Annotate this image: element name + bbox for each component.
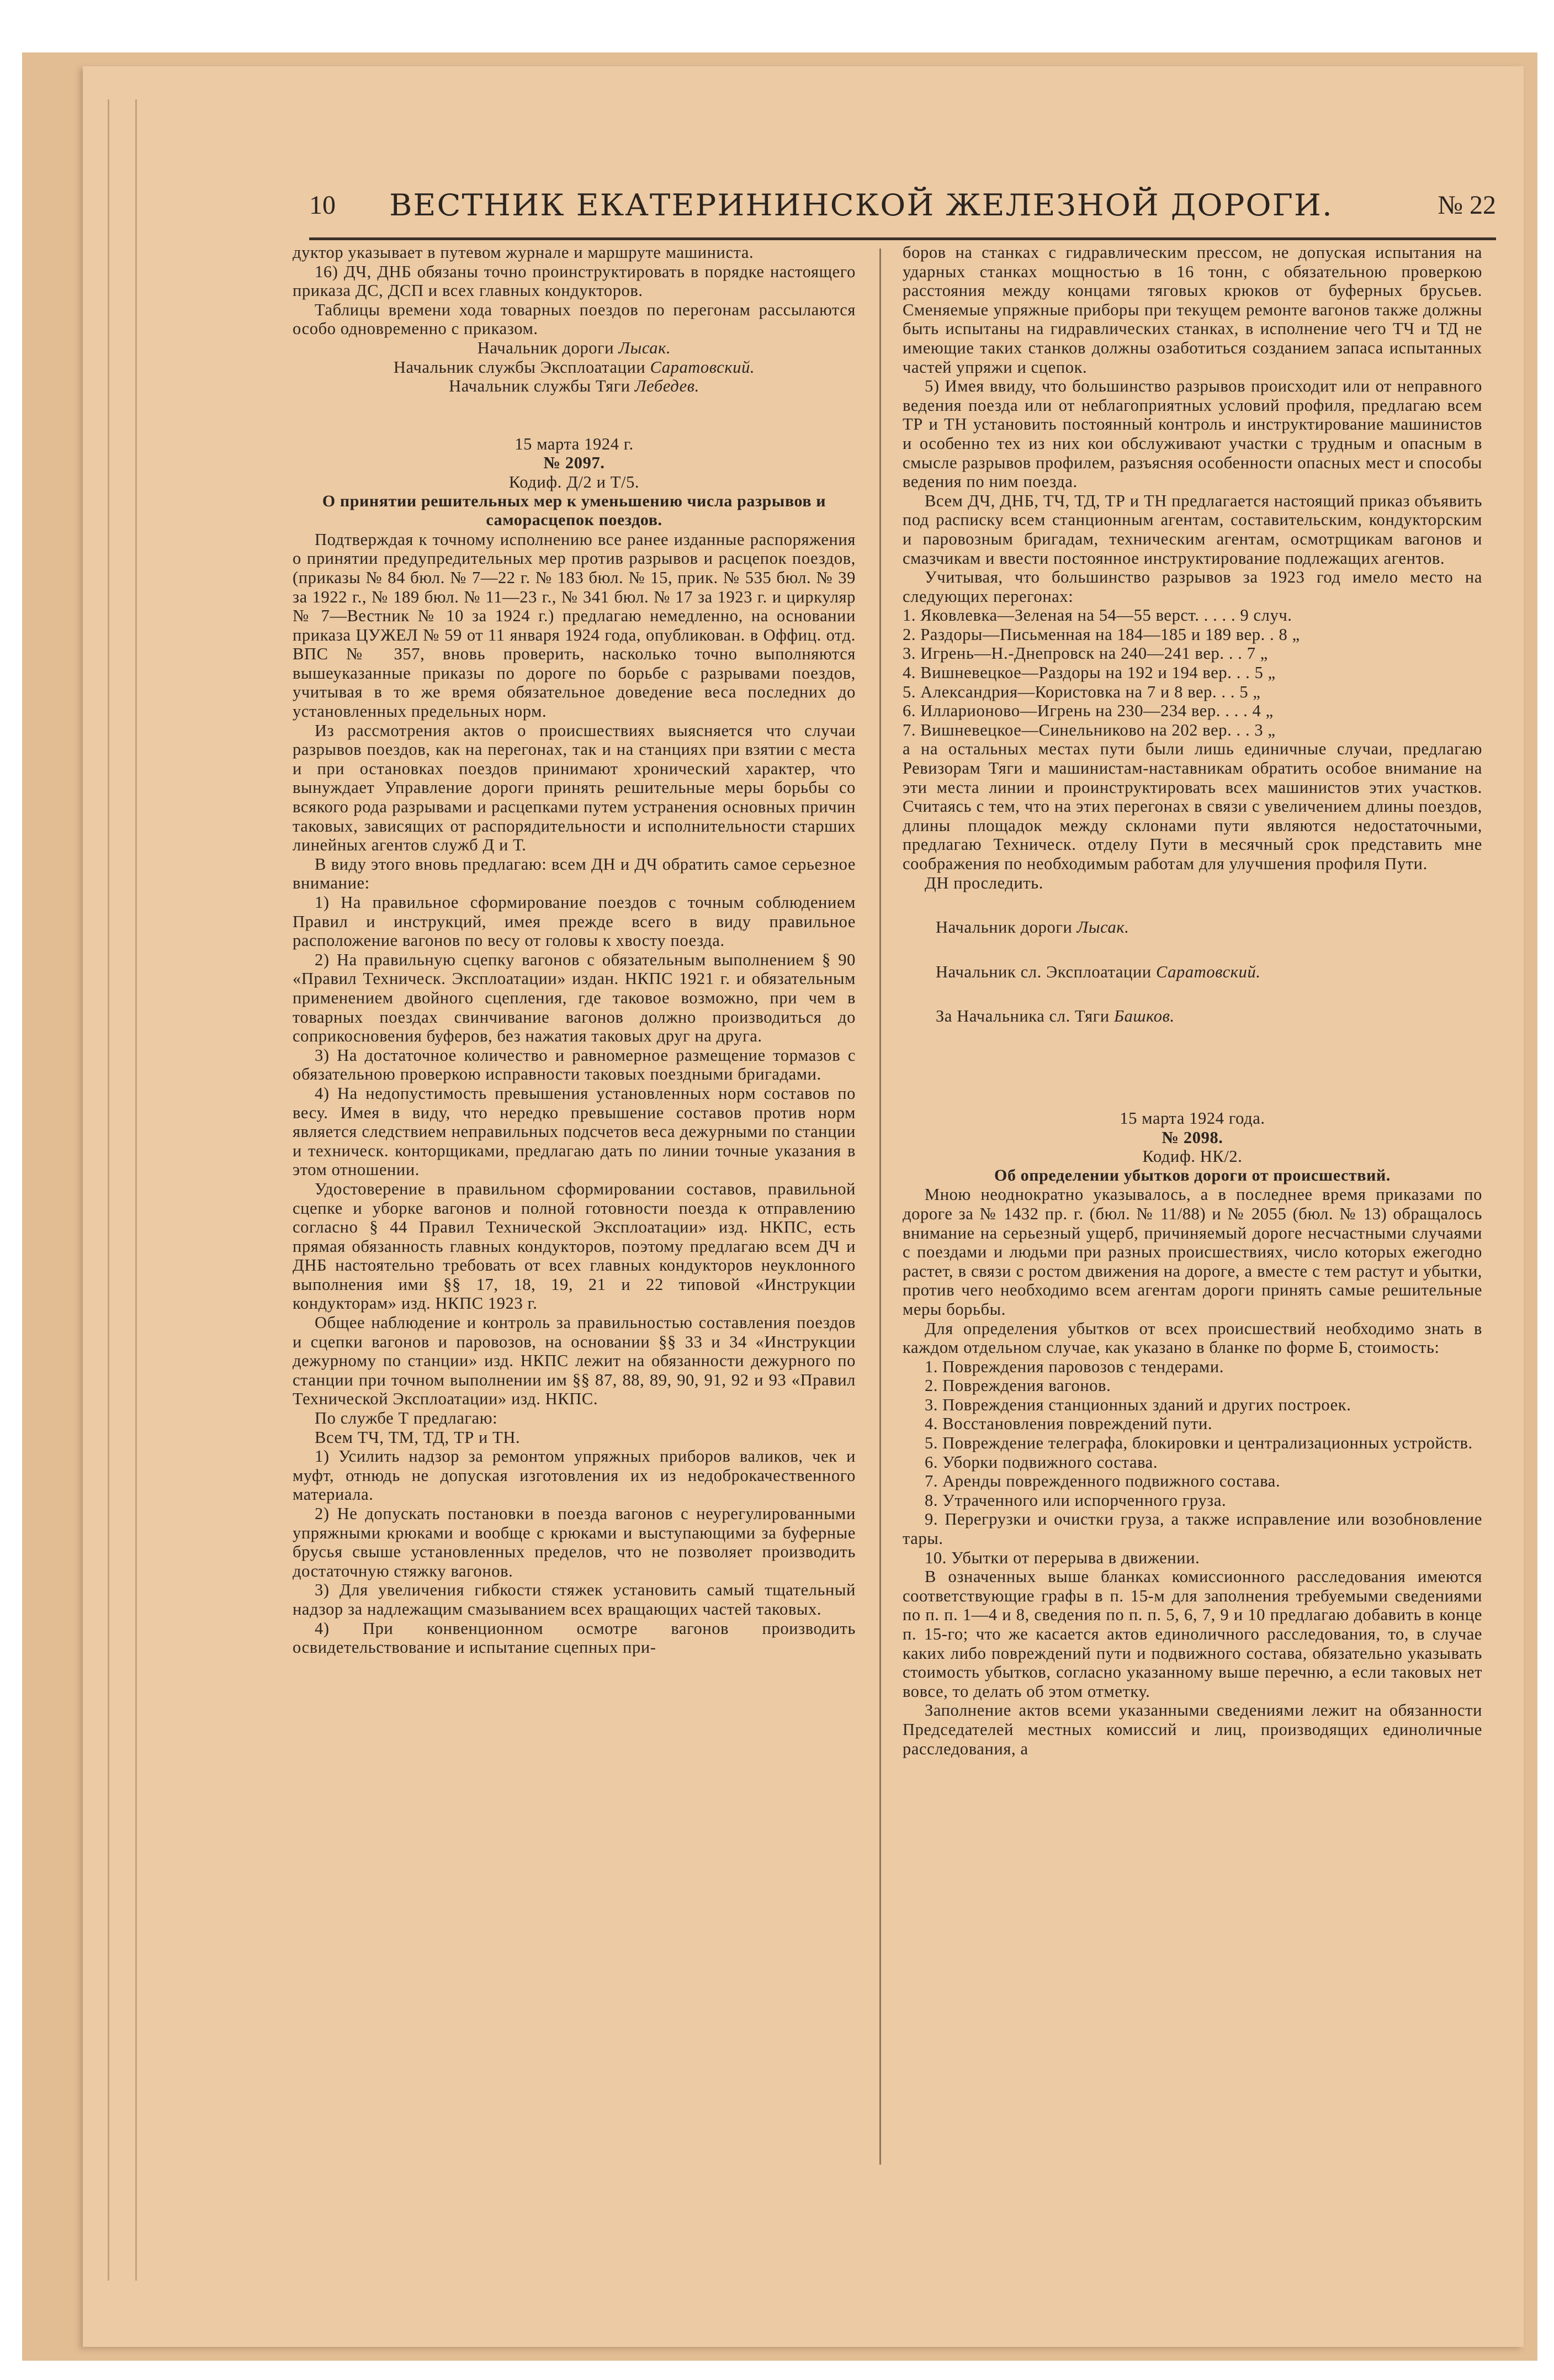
paragraph: В виду этого вновь предлагаю: всем ДН и ДЧ обратить самое серьезное внимание:: [293, 854, 856, 893]
paragraph: Удостоверение в правильном сформировании составов, правильной сцепке и уборке вагонов и полной готовности поезда к отправлению согласно § 44 Правил Технической Эксплоатации» изд. НКПС, есть прямая обязанность главных кондукторов, поэтому предлагаю всем ДЧ и ДНБ настоятельно требовать от всех главных кондукторов неуклонного выполнения ими §§ 17, 18, 19, 21 и 22 типовой «Инструкции кондукторам» изд. НКПС 1923 г.: [293, 1179, 856, 1313]
list-item: 8. Утраченного или испорченного груза.: [925, 1490, 1227, 1510]
list-item: 10. Убытки от перерыва в движении.: [925, 1548, 1200, 1567]
order-heading: О принятии решительных мер к уменьшению числа разрывов и саморасцепок поездов.: [322, 491, 826, 530]
signature: Начальник службы Эксплоатации Саратовский.: [393, 357, 755, 377]
paragraph: 3) На достаточное количество и равномерное размещение тормазов с обязательною проверкою исправности таковых поездными бригадами.: [293, 1045, 856, 1084]
paragraph: 2) На правильную сцепку вагонов с обязательным выполнением § 90 «Правил Техническ. Эксплоатации» издан. НКПС 1921 г. и обязательным применением двойного сцепления, где таковое возможно, при чем в товарных поездах свинчивание вагонов должно производиться до соприкосновения буферов, без нажатия таковых друг на друга.: [293, 950, 856, 1046]
page-edge-line: [135, 99, 137, 2281]
order-codification: Кодиф. Д/2 и Т/5.: [508, 472, 640, 491]
list-item: 3. Игрень—Н.-Днепровск на 240—241 вер. . . 7 „: [903, 644, 1268, 663]
paragraph: По службе Т предлагаю:: [315, 1409, 498, 1428]
paragraph: Всем ТЧ, ТМ, ТД, ТР и ТН.: [315, 1427, 521, 1447]
order-heading: Об определении убытков дороги от происшествий.: [994, 1166, 1391, 1184]
newspaper-title: ВЕСТНИК ЕКАТЕРИНИНСКОЙ ЖЕЛЕЗНОЙ ДОРОГИ.: [389, 188, 1333, 223]
paragraph: 4) На недопустимость превышения установленных норм составов по весу. Имея в виду, что нередко превышение составов против норм является следствием неправильных подсчетов веса дежурными по станции и техническ. конторщиками, предлагаю дать по линии точные указания в этом отношении.: [293, 1083, 856, 1180]
list-item: 4. Вишневецкое—Раздоры на 192 и 194 вер. . . 5 „: [903, 663, 1276, 683]
order-codification: Кодиф. НК/2.: [1142, 1147, 1243, 1166]
paragraph: Общее наблюдение и контроль за правильностью составления поездов и сцепки вагонов и паровозов, на основании §§ 33 и 34 «Инструкции дежурному по станции» изд. НКПС лежит на обязанности дежурного по станции при точном выполнении им §§ 87, 88, 89, 90, 91, 92 и 93 «Правил Технической Эксплоатации» изд. НКПС.: [293, 1313, 856, 1409]
signature: Начальник службы Тяги Лебедев.: [449, 377, 699, 396]
page-number: 10: [309, 191, 336, 220]
paragraph: ДН проследить.: [925, 873, 1044, 892]
left-column: [293, 243, 856, 1657]
page-edge-line: [108, 99, 109, 2281]
paragraph: Из рассмотрения актов о происшествиях выясняется что случаи разрывов поездов, как на перегонах, так и на станциях при взятии с места и при остановках поездов принимают хронический характер, что вынуждает Управление дороги принять решительные меры борьбы со всякого рода разрывами и расцепками путем устранения основных причин таковых, зависящих от распорядительности и исполнительности старших линейных агентов служб Д и Т.: [293, 721, 856, 855]
signature: За Начальника сл. Тяги Башков.: [936, 1007, 1175, 1026]
right-column: [903, 243, 1482, 1758]
paragraph: 1) На правильное сформирование поездов с точным соблюдением Правил и инструкций, имея прежде всего в виду правильное расположение вагонов по весу от головы к хвосту поезда.: [293, 893, 856, 950]
page-header: [309, 182, 1496, 240]
paragraph: дуктор указывает в путевом журнале и маршруте машиниста.: [293, 243, 754, 262]
paragraph: Заполнение актов всеми указанными сведениями лежит на обязанности Председателей местных комиссий и лиц, производящих единоличные расследования, а: [903, 1701, 1482, 1758]
paragraph: а на остальных местах пути были лишь единичные случаи, предлагаю Ревизорам Тяги и машинистам-наставникам обратить особое внимание на эти места линии и проинструктировать всех машинистов этих участков. Считаясь с тем, что на этих перегонах в связи с увеличением длины поездов, длины площадок между склонами пути являются недостаточными, предлагаю Техническ. отделу Пути в месячный срок представить мне соображения по необходимым работам для улучшения профиля Пути.: [903, 739, 1482, 873]
list-item: 2. Раздоры—Письменная на 184—185 и 189 вер. . 8 „: [903, 625, 1300, 644]
list-item: 7. Вишневецкое—Синельниково на 202 вер. . . 3 „: [903, 720, 1276, 739]
list-item: 1. Повреждения паровозов с тендерами.: [925, 1357, 1224, 1376]
paragraph: Подтверждая к точному исполнению все ранее изданные распоряжения о принятии предупредительных мер против разрывов и расцепок поездов, (приказы № 84 бюл. № 7—22 г. № 183 бюл. № 15, прик. № 535 бюл. № 39 за 1922 г., № 189 бюл. № 11—23 г., № 341 бюл. № 17 за 1923 г. и циркуляр № 7—Вестник № 10 за 1924 г.) предлагаю немедленно, на основании приказа ЦУЖЕЛ № 59 от 11 января 1924 года, опубликован. в Оффиц. отд. ВПС № 357, вновь проверить, насколько точно выполняются вышеуказанные приказы по дороге по борьбе с разрывами поездов, учитывая в то же время обязательное доведение веса последних до установленных предельных норм.: [293, 530, 856, 721]
list-item: 4. Восстановления повреждений пути.: [925, 1414, 1213, 1434]
order-date: 15 марта 1924 года.: [1120, 1108, 1265, 1128]
list-item: 5. Повреждение телеграфа, блокировки и централизационных устройств.: [925, 1434, 1473, 1453]
paragraph: 2) Не допускать постановки в поезда вагонов с неурегулированными упряжными крюками и вообще с крюками и выступающими за буферные брусья свыше установленных пределов, что не позволяет производить достаточную стяжку вагонов.: [293, 1504, 856, 1580]
order-number: № 2098.: [1161, 1128, 1223, 1147]
paragraph: 3) Для увеличения гибкости стяжек установить самый тщательный надзор за надлежащим смазыванием всех вращающих частей таковых.: [293, 1580, 856, 1619]
paragraph: 4) При конвенционном осмотре вагонов производить освидетельствование и испытание сцепных при-: [293, 1619, 856, 1657]
list-item: 1. Яковлевка—Зеленая на 54—55 верст. . . . . 9 случ.: [903, 606, 1292, 625]
issue-number: № 22: [1438, 191, 1496, 220]
list-item: 2. Повреждения вагонов.: [925, 1376, 1111, 1395]
column-divider: [879, 248, 881, 2165]
paragraph: Для определения убытков от всех происшествий необходимо знать в каждом отдельном случае, как указано в бланке по форме Б, стоимость:: [903, 1319, 1482, 1357]
paragraph: Всем ДЧ, ДНБ, ТЧ, ТД, ТР и ТН предлагается настоящий приказ объявить под расписку всем станционным агентам, составительским, кондукторским и паровозным бригадам, техническим агентам, осмотрщикам вагонов и смазчикам и ввести постоянное инструктирование подлежащих агентов.: [903, 491, 1482, 568]
paragraph: 1) Усилить надзор за ремонтом упряжных приборов валиков, чек и муфт, отнюдь не допуская изготовления их из недоброкачественного материала.: [293, 1447, 856, 1504]
list-item: 6. Уборки подвижного состава.: [925, 1452, 1158, 1472]
order-date: 15 марта 1924 г.: [515, 434, 634, 453]
list-item: 3. Повреждения станционных зданий и других построек.: [925, 1395, 1351, 1414]
paragraph: Мною неоднократно указывалось, а в последнее время приказами по дороге за № 1432 пр. г. (бюл. № 11/88) и № 2055 (бюл. № 13) обращалось внимание на серьезный ущерб, причиняемый дороге несчастными случаями с поездами и людьми при разных происшествиях, число которых ежегодно растет, в связи с ростом движения на дороге, а вместе с тем растут и убытки, против чего необходимо всем агентам дороги принять самые решительные меры борьбы.: [903, 1185, 1482, 1319]
paragraph: В означенных выше бланках комиссионного расследования имеются соответствующие графы в п. 15-м для заполнения требуемыми сведениями по п. п. 1—4 и 8, сведения по п. п. 5, 6, 7, 9 и 10 предлагаю добавить в конце п. 15-го; что же касается актов единоличного расследования, то, в случае каких либо повреждений пути и подвижного состава, обязательно указывать стоимость убытков, согласно указанному выше перечню, а если таковых нет вовсе, то делать об этом отметку.: [903, 1567, 1482, 1701]
order-number: № 2097.: [543, 453, 605, 473]
paragraph: Учитывая, что большинство разрывов за 1923 год имело место на следующих перегонах:: [903, 568, 1482, 606]
signature: Начальник дороги Лысак.: [477, 338, 671, 357]
signature: Начальник сл. Эксплоатации Саратовский.: [936, 962, 1261, 981]
paragraph: боров на станках с гидравлическим прессом, не допуская испытания на ударных станках мощностью в 16 тонн, с обязательною проверкою расстояния между концами тяговых крюков от буферных брусьев. Сменяемые упряжные приборы при текущем ремонте вагонов также должны быть испытаны на гидравлических станках, в исполнение чего ТЧ и ТД не имеющие таких станков должны озаботиться созданием запаса испытанных частей упряжи и сцепок.: [903, 243, 1482, 377]
list-item: 6. Илларионово—Игрень на 230—234 вер. . . . 4 „: [903, 701, 1274, 721]
paragraph: 16) ДЧ, ДНБ обязаны точно проинструктировать в порядке настоящего приказа ДС, ДСП и всех главных кондукторов.: [293, 262, 856, 300]
paragraph: Таблицы времени хода товарных поездов по перегонам рассылаются особо одновременно с приказом.: [293, 300, 856, 339]
list-item: 9. Перегрузки и очистки груза, а также исправление или возобновление тары.: [903, 1510, 1482, 1548]
signature: Начальник дороги Лысак.: [936, 918, 1129, 937]
paragraph: 5) Имея ввиду, что большинство разрывов происходит или от неправного ведения поезда или от неблагоприятных условий профиля, предлагаю всем ТР и ТН установить постоянный контроль и инструктирование машинистов и особенно тех из них кои обслуживают участки с трудным и опасным в смысле разрывов профилем, разъясняя особенности опасных мест и способы ведения по ним поезда.: [903, 377, 1482, 491]
list-item: 7. Аренды поврежденного подвижного состава.: [925, 1472, 1281, 1491]
list-item: 5. Александрия—Користовка на 7 и 8 вер. . . 5 „: [903, 682, 1261, 701]
